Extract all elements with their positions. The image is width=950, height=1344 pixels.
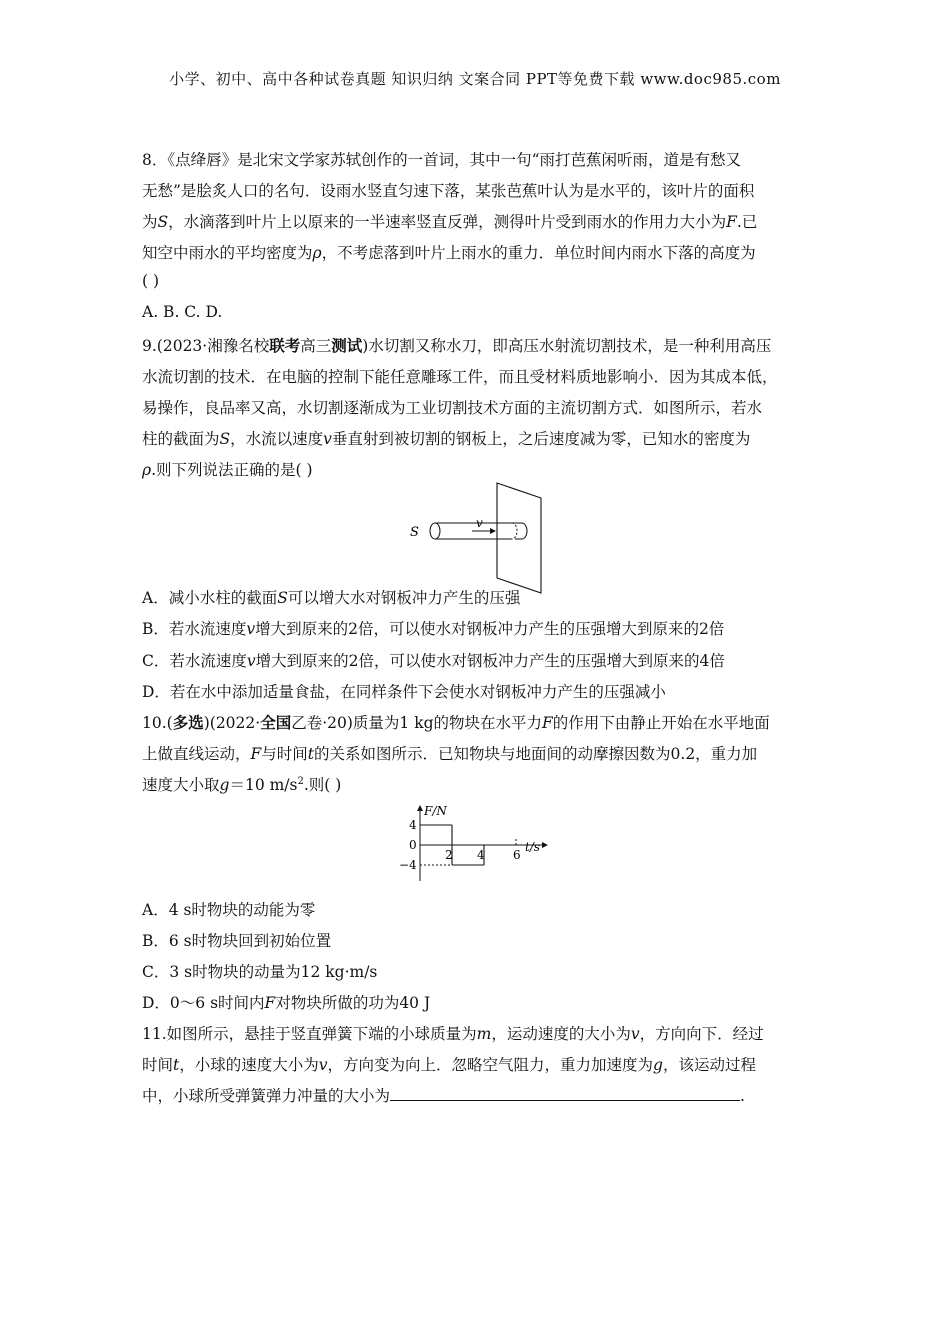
q11-line-1: 11.如图所示，悬挂于竖直弹簧下端的小球质量为m，运动速度的大小为v，方向向下．经过 [142,1025,764,1043]
y-tick-label-neg4: −4 [399,858,417,872]
q9-line-4: 柱的截面为S，水流以速度v垂直射到被切割的钢板上，之后速度减为零，已知水的密度为 [142,430,751,448]
velocity-label: v [476,516,483,530]
q10-line-3: 速度大小取g＝10 $m/s^2$.则( ) [142,775,342,794]
steel-plate [497,483,541,593]
q10-option-d: D．0～6 s时间内F对物块所做的功为40 J [142,994,431,1012]
q9-option-c: C．若水流速度v增大到原来的2倍，可以使水对钢板冲力产生的压强增大到原来的4倍 [142,652,725,670]
q10-option-a: A．4 s时物块的动能为零 [142,901,316,919]
q11-line-2: 时间t，小球的速度大小为v，方向变为向上．忽略空气阻力，重力加速度为g，该运动过程 [142,1056,756,1074]
y-axis-label: F/N [424,804,447,818]
y-tick-label-4: 4 [409,818,417,832]
y-axis-arrowhead [417,805,423,811]
water-column-hidden-end [512,523,517,539]
q9-line-5: ρ.则下列说法正确的是( ) [142,461,313,479]
q11-line-3: 中，小球所受弹簧弹力冲量的大小为 . [142,1087,745,1105]
q10-option-b: B．6 s时物块回到初始位置 [142,932,332,950]
x-axis-arrowhead [542,842,548,848]
force-time-chart [382,803,552,883]
y-tick-label-0: 0 [409,838,417,852]
water-column-end [515,523,527,539]
q8-line-3: 为S，水滴落到叶片上以原来的一半速率竖直反弹，测得叶片受到雨水的作用力大小为F.已 [142,213,758,231]
q10-line-2: 上做直线运动，F与时间t的关系如图所示．已知物块与地面间的动摩擦因数为0.2，重力加 [142,745,758,763]
q8-line-4: 知空中雨水的平均密度为ρ，不考虑落到叶片上雨水的重力．单位时间内雨水下落的高度为 [142,244,756,262]
x-tick-label-2: 2 [445,848,453,862]
q9-line-2: 水流切割的技术．在电脑的控制下能任意雕琢工件，而且受材料质地影响小．因为其成本低， [142,368,778,386]
q8-answer-bracket: ( ) [142,272,160,290]
q9-option-d: D．若在水中添加适量食盐，在同样条件下会使水对钢板冲力产生的压强减小 [142,683,666,701]
x-tick-label-6: 6 [513,848,521,862]
q10-line-1: 10.(多选)(2022·全国乙卷·20)质量为1 kg的物块在水平力F的作用下由静止开始在水平地面 [142,713,770,732]
q9-option-a: A．减小水柱的截面S可以增大水对钢板冲力产生的压强 [142,589,521,607]
water-jet-figure [404,480,554,600]
q8-line-2: 无愁”是脍炙人口的名句．设雨水竖直匀速下落，某张芭蕉叶认为是水平的，该叶片的面积 [142,182,755,200]
q8-options: A. B. C. D. [142,303,223,321]
q8-line-1: 8．《点绛唇》是北宋文学家苏轼创作的一首词，其中一句“雨打芭蕉闲听雨，道是有愁又 [142,151,742,169]
answer-blank[interactable] [390,1086,740,1101]
q10-option-c: C．3 s时物块的动量为12 kg·m/s [142,963,378,981]
q9-option-b: B．若水流速度v增大到原来的2倍，可以使水对钢板冲力产生的压强增大到原来的2倍 [142,620,725,638]
q9-line-1: 9.(2023·湘豫名校联考高三测试)水切割又称水刀，即高压水射流切割技术，是一种利用高压 [142,336,772,355]
cross-section-label: S [410,525,419,540]
x-tick-label-4: 4 [477,848,485,862]
q9-line-3: 易操作，良品率又高，水切割逐渐成为工业切割技术方面的主流切割方式．如图所示，若水 [142,399,763,417]
page-header: 小学、初中、高中各种试卷真题 知识归纳 文案合同 PPT等免费下载 www.doc985.com [169,70,781,88]
water-column-cross-section [430,523,440,539]
x-axis-label: t/s [525,840,541,854]
velocity-arrowhead [490,528,496,534]
